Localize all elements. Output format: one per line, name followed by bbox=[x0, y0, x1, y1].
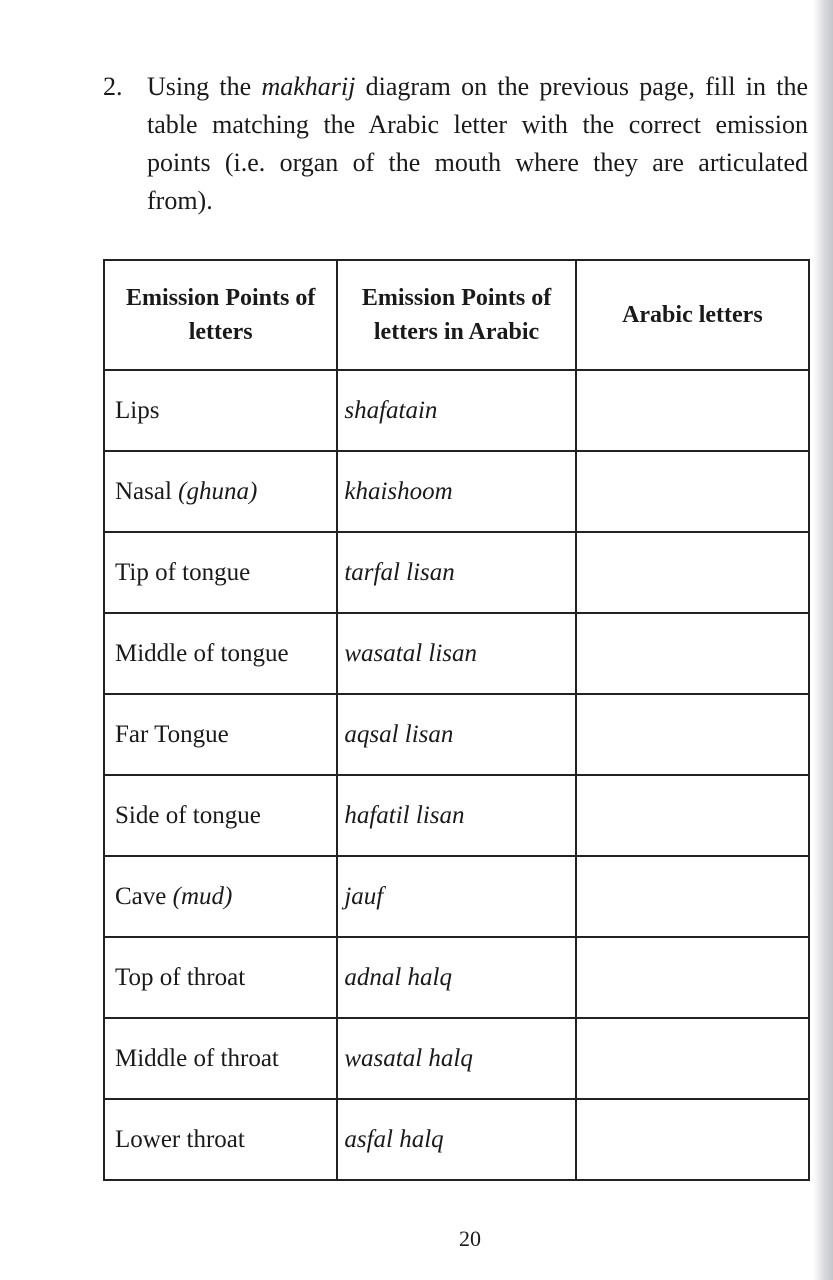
english-cell bbox=[104, 370, 337, 451]
header-emission-points: Emission Points of letters bbox=[104, 260, 337, 370]
header-emission-points-arabic: Emission Points of letters in Arabic bbox=[337, 260, 575, 370]
english-name: Middle of tongue bbox=[115, 639, 289, 667]
table-row bbox=[104, 856, 809, 937]
arabic-term-cell: adnal halq bbox=[337, 937, 575, 1018]
arabic-term-cell: asfal halq bbox=[337, 1099, 575, 1180]
question-italic-term: makharij bbox=[261, 72, 356, 101]
arabic-term-cell: shafatain bbox=[337, 370, 575, 451]
english-cell bbox=[104, 1018, 337, 1099]
header-arabic-letters: Arabic letters bbox=[576, 260, 809, 370]
table-row bbox=[104, 613, 809, 694]
english-cell bbox=[104, 856, 337, 937]
page-number: 20 bbox=[459, 1226, 481, 1251]
arabic-term-cell: tarfal lisan bbox=[337, 532, 575, 613]
english-name: Side of tongue bbox=[115, 801, 261, 829]
english-cell bbox=[104, 775, 337, 856]
table-row bbox=[104, 694, 809, 775]
english-cell bbox=[104, 451, 337, 532]
english-name: Lips bbox=[115, 396, 160, 424]
question-2 bbox=[103, 68, 808, 220]
english-name: Lower throat bbox=[115, 1125, 245, 1153]
table-header-row bbox=[104, 260, 809, 370]
english-cell bbox=[104, 1099, 337, 1180]
table-row bbox=[104, 1018, 809, 1099]
english-name: Tip of tongue bbox=[115, 558, 251, 586]
arabic-term-cell: khaishoom bbox=[337, 451, 575, 532]
arabic-letters-cell[interactable] bbox=[576, 532, 809, 613]
english-note: (mud) bbox=[172, 882, 233, 910]
table-row bbox=[104, 937, 809, 1018]
table-row bbox=[104, 451, 809, 532]
question-number: 2. bbox=[103, 72, 123, 101]
table-row bbox=[104, 532, 809, 613]
table-row bbox=[104, 370, 809, 451]
english-cell bbox=[104, 937, 337, 1018]
arabic-term-cell: wasatal lisan bbox=[337, 613, 575, 694]
english-note: (ghuna) bbox=[178, 477, 258, 505]
question-text-part: Using the bbox=[147, 72, 262, 101]
arabic-letters-cell[interactable] bbox=[576, 775, 809, 856]
arabic-letters-cell[interactable] bbox=[576, 1099, 809, 1180]
arabic-term-cell: aqsal lisan bbox=[337, 694, 575, 775]
arabic-term-cell: jauf bbox=[337, 856, 575, 937]
english-cell bbox=[104, 532, 337, 613]
arabic-letters-cell[interactable] bbox=[576, 613, 809, 694]
page-edge-shadow bbox=[813, 0, 833, 1280]
english-name: Middle of throat bbox=[115, 1044, 279, 1072]
table-row bbox=[104, 775, 809, 856]
question-text bbox=[147, 68, 808, 220]
english-name: Cave bbox=[115, 882, 173, 910]
english-cell bbox=[104, 613, 337, 694]
arabic-term-cell: wasatal halq bbox=[337, 1018, 575, 1099]
arabic-letters-cell[interactable] bbox=[576, 451, 809, 532]
arabic-letters-cell[interactable] bbox=[576, 694, 809, 775]
english-name: Top of throat bbox=[115, 963, 246, 991]
table-row bbox=[104, 1099, 809, 1180]
arabic-term-cell: hafatil lisan bbox=[337, 775, 575, 856]
english-cell bbox=[104, 694, 337, 775]
emission-points-table bbox=[103, 259, 810, 1181]
question-text-part: diagram on the previous page, fill in the table matching the Arabic letter with the correct emission points (i.e. organ of the mouth where they are articulated from). bbox=[147, 72, 808, 215]
arabic-letters-cell[interactable] bbox=[576, 856, 809, 937]
arabic-letters-cell[interactable] bbox=[576, 370, 809, 451]
english-name: Nasal bbox=[115, 477, 179, 505]
arabic-letters-cell[interactable] bbox=[576, 1018, 809, 1099]
arabic-letters-cell[interactable] bbox=[576, 937, 809, 1018]
english-name: Far Tongue bbox=[115, 720, 229, 748]
